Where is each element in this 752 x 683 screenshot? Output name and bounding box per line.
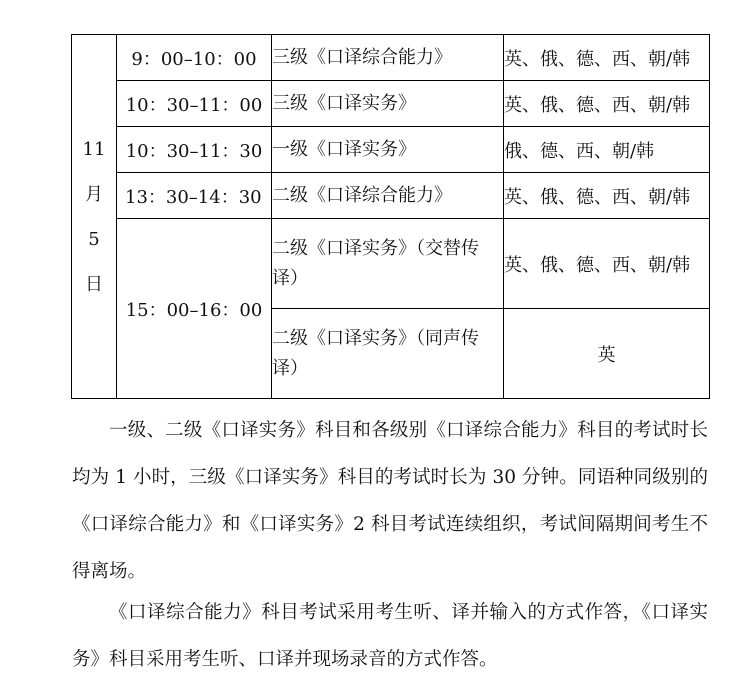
table-row (72, 35, 710, 81)
date-part: 5 (88, 228, 100, 250)
exam-languages-cell: 英 (504, 309, 710, 399)
exam-subject-cell: 二级《口译实务》（交替传译） (272, 219, 504, 309)
exam-languages-cell: 英、俄、德、西、朝/韩 (504, 173, 710, 219)
exam-time-cell: 9：00–10：00 (117, 35, 272, 81)
exam-subject-cell: 二级《口译综合能力》 (272, 173, 504, 219)
exam-subject-cell: 一级《口译实务》 (272, 127, 504, 173)
answer-method-paragraph: 《口译综合能力》科目考试采用考生听、译并输入的方式作答，《口译实务》科目采用考生听、口译并现场录音的方式作答。 (72, 602, 708, 670)
exam-schedule-table (71, 34, 710, 399)
exam-time-cell: 10：30–11：30 (117, 127, 272, 173)
exam-time-cell: 13：30–14：30 (117, 173, 272, 219)
exam-subject-cell: 三级《口译实务》 (272, 81, 504, 127)
exam-time-cell: 15：00–16：00 (117, 219, 272, 399)
exam-subject-cell: 三级《口译综合能力》 (272, 35, 504, 81)
exam-languages-cell: 俄、德、西、朝/韩 (504, 127, 710, 173)
table-row (72, 219, 710, 309)
exam-languages-cell: 英、俄、德、西、朝/韩 (504, 219, 710, 309)
table-row (72, 127, 710, 173)
exam-date-cell (72, 35, 117, 399)
date-part: 月 (85, 183, 103, 205)
date-part: 11 (82, 138, 106, 160)
table-row (72, 173, 710, 219)
exam-time-cell: 10：30–11：00 (117, 81, 272, 127)
exam-subject-cell: 二级《口译实务》（同声传译） (272, 309, 504, 399)
table-row (72, 81, 710, 127)
exam-duration-paragraph: 一级、二级《口译实务》科目和各级别《口译综合能力》科目的考试时长均为 1 小时，三级《口译实务》科目的考试时长为 30 分钟。同语种同级别的《口译综合能力》和《口译实务》2 科目考试连续组织，考试间隔期间考生不得离场。 (72, 420, 708, 582)
date-part: 日 (85, 273, 103, 295)
exam-languages-cell: 英、俄、德、西、朝/韩 (504, 81, 710, 127)
exam-languages-cell: 英、俄、德、西、朝/韩 (504, 35, 710, 81)
